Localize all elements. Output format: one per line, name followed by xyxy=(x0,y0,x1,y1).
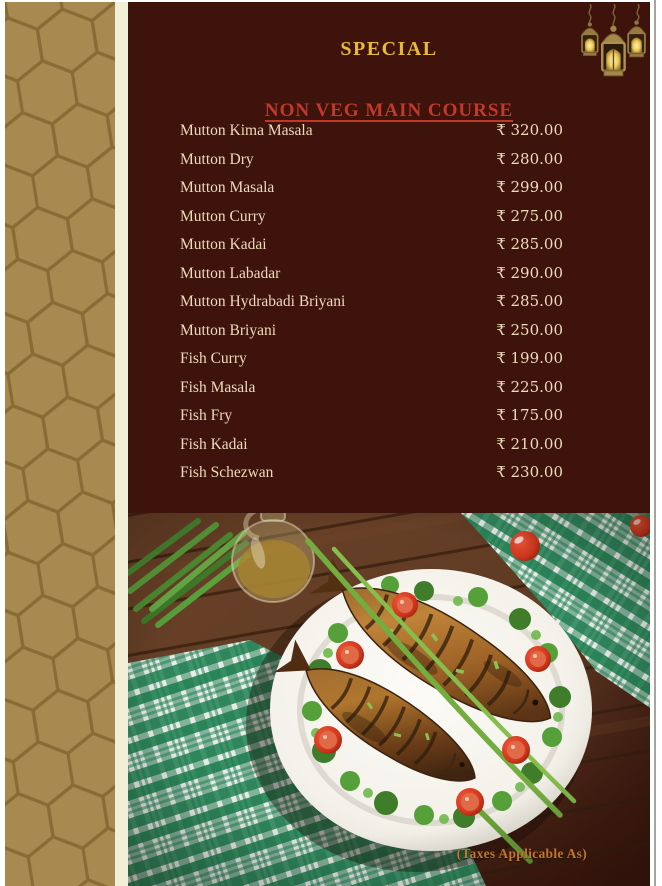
dish-name: Mutton Masala xyxy=(180,179,275,196)
menu-item-row xyxy=(180,264,563,293)
dish-price: ₹ 280.00 xyxy=(496,149,563,168)
hexagon-honeycomb-pattern xyxy=(5,2,115,886)
page-title: SPECIAL xyxy=(340,38,438,60)
dish-price: ₹ 285.00 xyxy=(496,292,563,310)
menu-item-row xyxy=(180,406,563,435)
dish-price: ₹ 175.00 xyxy=(496,406,563,424)
scan-edge-line xyxy=(654,0,656,886)
dish-name: Mutton Hydrabadi Briyani xyxy=(180,293,346,310)
dish-name: Mutton Dry xyxy=(180,150,254,168)
dish-name: Mutton Curry xyxy=(180,207,266,225)
dish-name: Fish Kadai xyxy=(180,435,248,453)
section-title: NON VEG MAIN COURSE xyxy=(264,100,514,121)
menu-item-list xyxy=(180,121,563,492)
menu-item-row xyxy=(180,349,563,378)
menu-header xyxy=(128,38,650,122)
dish-price: ₹ 250.00 xyxy=(496,320,563,339)
taxes-note: (Taxes Applicable As) xyxy=(456,846,587,861)
menu-item-row xyxy=(180,121,563,150)
menu-item-row xyxy=(180,321,563,350)
dish-price: ₹ 210.00 xyxy=(496,434,563,453)
menu-item-row xyxy=(180,292,563,321)
dish-price: ₹ 299.00 xyxy=(496,178,563,196)
dish-price: ₹ 285.00 xyxy=(496,235,563,253)
menu-panel xyxy=(128,2,650,886)
menu-item-row xyxy=(180,463,563,492)
menu-item-row xyxy=(180,178,563,207)
dish-name: Mutton Kima Masala xyxy=(180,122,313,139)
menu-item-row xyxy=(180,207,563,236)
menu-item-row xyxy=(180,235,563,264)
dish-name: Mutton Briyani xyxy=(180,321,277,339)
dish-price: ₹ 230.00 xyxy=(496,463,563,481)
cream-divider-strip xyxy=(115,2,128,886)
dish-name: Fish Schezwan xyxy=(180,464,274,481)
dish-price: ₹ 225.00 xyxy=(496,377,563,396)
menu-item-row xyxy=(180,378,563,407)
dish-name: Mutton Kadai xyxy=(180,236,267,253)
dish-name: Fish Masala xyxy=(180,378,256,396)
dish-name: Mutton Labadar xyxy=(180,264,281,282)
dish-price: ₹ 275.00 xyxy=(496,206,563,225)
menu-item-row xyxy=(180,150,563,179)
dish-price: ₹ 199.00 xyxy=(496,349,563,367)
dish-name: Fish Fry xyxy=(180,407,233,424)
dish-price: ₹ 290.00 xyxy=(496,263,563,282)
dish-price: ₹ 320.00 xyxy=(496,121,563,139)
grilled-fish-platter-photo xyxy=(128,513,650,886)
menu-item-row xyxy=(180,435,563,464)
dish-name: Fish Curry xyxy=(180,350,247,367)
